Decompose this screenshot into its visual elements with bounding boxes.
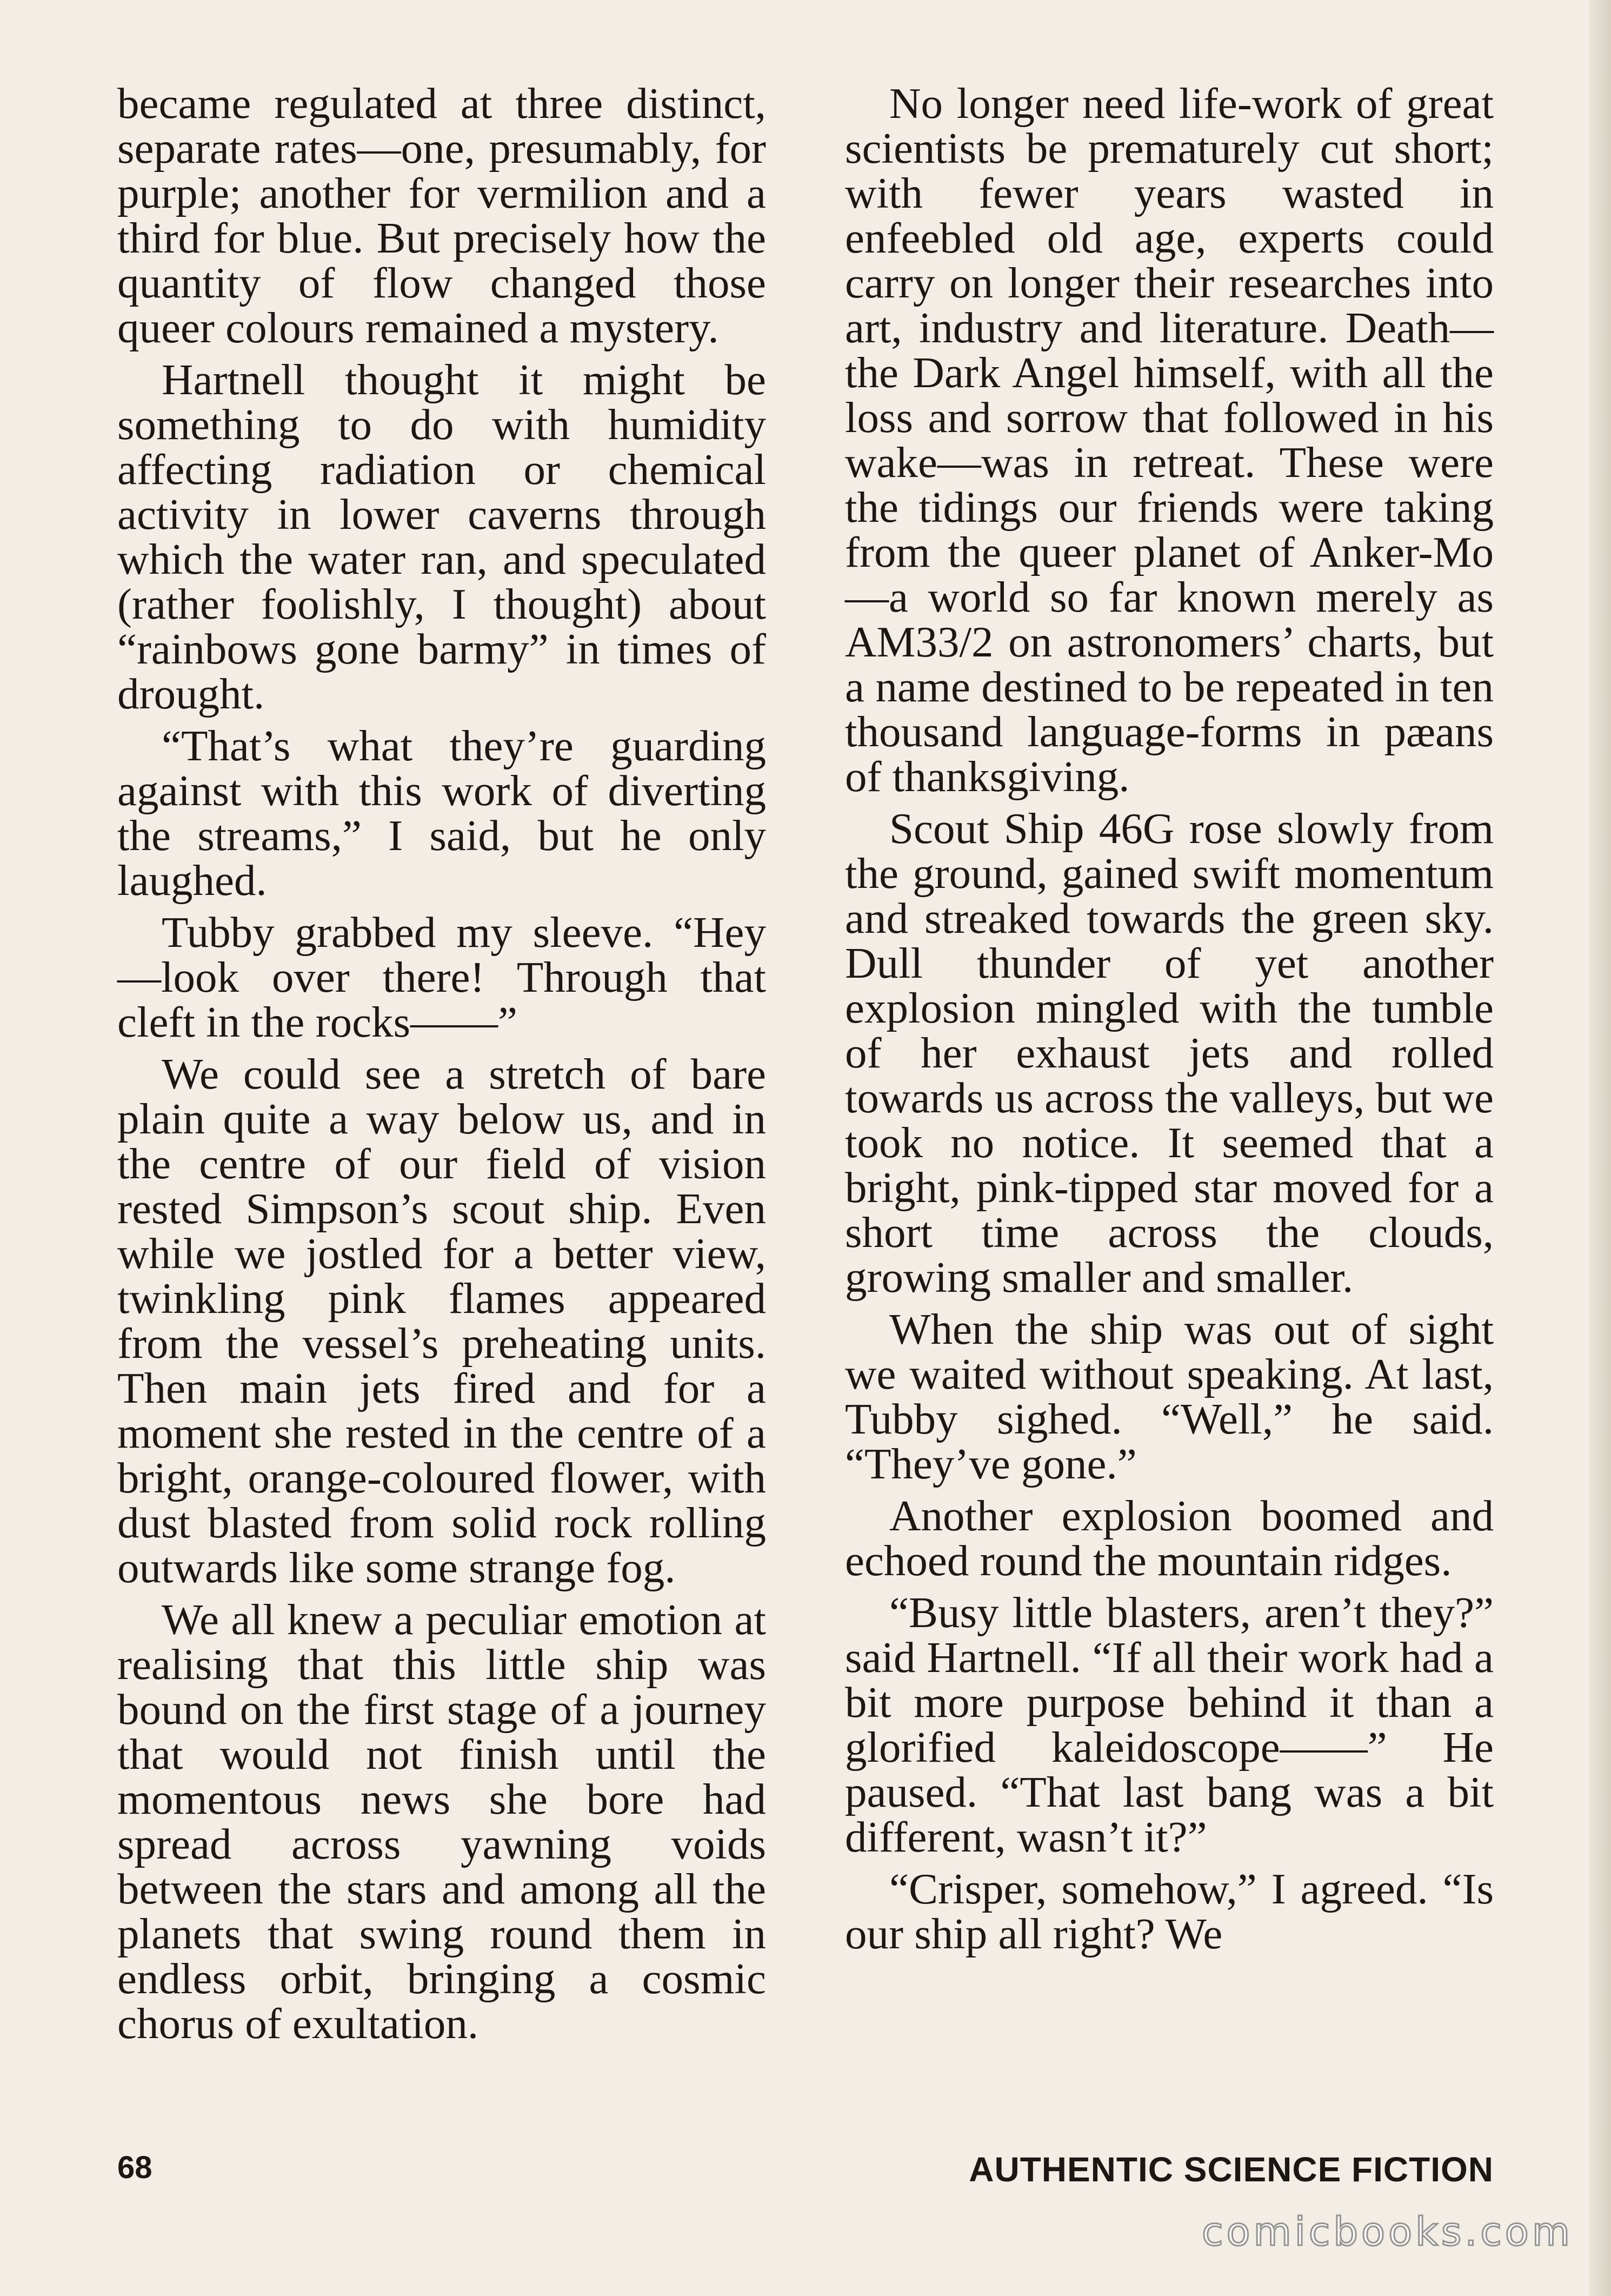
paragraph: “Busy little blasters, aren’t they?” said Hartnell. “If all their work had a bit more purpose behind it than a glorified kaleidoscope——” He paused. “That last bang was a bit different, wasn’t it?” bbox=[845, 1588, 1494, 1861]
paragraph: We all knew a peculiar emotion at realising that this little ship was bound on the first stage of a journey that would not finish until the momentous news she bore had spread across yawning voids between the stars and among all the planets that swing round them in endless orbit, bringing a cosmic chorus of exultation. bbox=[117, 1595, 766, 2048]
paragraph: “Crisper, somehow,” I agreed. “Is our ship all right? We bbox=[845, 1864, 1494, 1958]
paragraph: Scout Ship 46G rose slowly from the ground, gained swift momentum and streaked towards the green sky. Dull thunder of yet another explosion mingled with the tumble of her exhaust jets and rolled towards us across the valleys, but we took no notice. It seemed that a bright, pink-tipped star moved for a short time across the clouds, growing smaller and smaller. bbox=[845, 804, 1494, 1302]
page-edge bbox=[1589, 0, 1611, 2296]
paragraph: Hartnell thought it might be something to do with humidity affecting radiation or chemical activity in lower caverns through which the water ran, and speculated (rather foolishly, I thought) about “rainbows gone barmy” in times of drought. bbox=[117, 355, 766, 718]
watermark: comicbooks.com bbox=[1201, 2209, 1573, 2254]
paragraph: We could see a stretch of bare plain quite a way below us, and in the centre of our field of vision rested Simpson’s scout ship. Even while we jostled for a better view, twinkling pink flames appeared from the vessel’s preheating units. Then main jets fired and for a moment she rested in the centre of a bright, orange-coloured flower, with dust blasted from solid rock rolling outwards like some strange fog. bbox=[117, 1050, 766, 1592]
paragraph: When the ship was out of sight we waited without speaking. At last, Tubby sighed. “Well,” he said. “They’ve gone.” bbox=[845, 1305, 1494, 1488]
page-number: 68 bbox=[117, 2150, 152, 2185]
paragraph: Another explosion boomed and echoed round the mountain ridges. bbox=[845, 1491, 1494, 1585]
paragraph: Tubby grabbed my sleeve. “Hey—look over there! Through that cleft in the rocks——” bbox=[117, 908, 766, 1046]
page-footer bbox=[117, 2149, 1494, 2198]
paragraph: “That’s what they’re guarding against with this work of diverting the streams,” I said, but he only laughed. bbox=[117, 721, 766, 905]
left-column bbox=[117, 81, 766, 2053]
right-column bbox=[845, 81, 1494, 1963]
paragraph: became regulated at three distinct, separate rates—one, presumably, for purple; another for vermilion and a third for blue. But precisely how the quantity of flow changed those queer colours remained a mystery. bbox=[117, 79, 766, 352]
paragraph: No longer need life-work of great scientists be prematurely cut short; with fewer years wasted in enfeebled old age, experts could carry on longer their researches into art, industry and literature. Death—the Dark Angel himself, with all the loss and sorrow that followed in his wake—was in retreat. These were the tidings our friends were taking from the queer planet of Anker-Mo—a world so far known merely as AM33/2 on astronomers’ charts, but a name destined to be repeated in ten thousand language-forms in pæans of thanksgiving. bbox=[845, 79, 1494, 801]
running-title: AUTHENTIC SCIENCE FICTION bbox=[969, 2150, 1494, 2189]
